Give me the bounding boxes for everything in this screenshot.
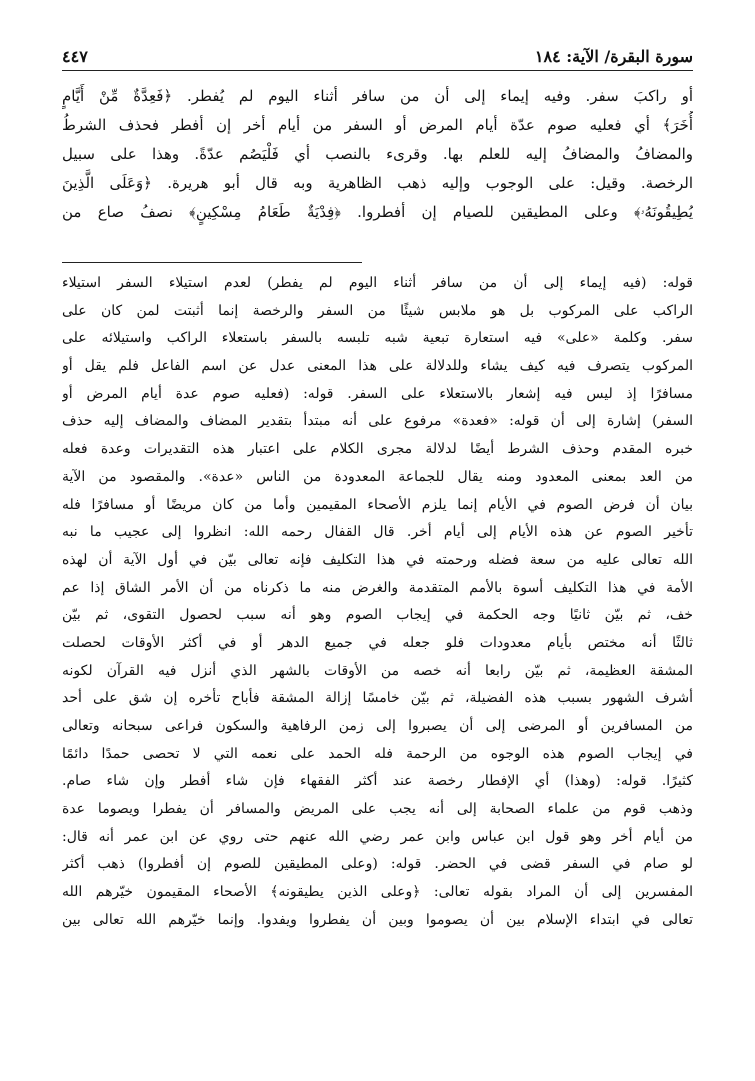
commentary-line: في إيجاب الصوم هذه الوجوه من الرحمة فله الحمد على نعمه التي لا تحصى حمدًا دائمًا (62, 745, 693, 762)
commentary-line: الله تعالى عليه من سعة فضله ورحمته في هذا التكليف فإنه تعالى بيّن في أول الآية أن لهذه (62, 551, 693, 568)
commentary-line: كثيرًا. قوله: (وهذا) أي الإفطار رخصة عند أكثر الفقهاء فإن شاء أفطر وإن شاء صام. (62, 773, 693, 790)
commentary-line: بيان أن فرض الصوم في الأيام إنما يلزم الأصحاء المقيمين وأما من كان مريضًا أو مسافرًا فله (62, 496, 693, 513)
page-number: ٤٤٧ (62, 47, 88, 66)
page-header (62, 44, 693, 71)
commentary-line: خف، ثم بيّن ثانيًا وجه الحكمة في إيجاب الصوم وهو أنه سبب لحصول التقوى، ثم بيّن (62, 607, 693, 624)
commentary-line: من العد بمعنى المعدود ومنه يقال للجماعة المعدودة من الناس «عدة». والمقصود من الآية (62, 468, 693, 485)
sura-title: سورة البقرة/ الآية: ١٨٤ (534, 47, 693, 66)
commentary-line: خبره المقدم وحذف الشرط أيضًا لدلالة مجرى الكلام على اعتبار هذه التقديرات وعدة فعله (62, 441, 693, 458)
commentary-text (62, 270, 693, 935)
commentary-line: مسافرًا إذ ليس فيه إشعار بالاستعلاء على السفر. قوله: (فعليه صوم عدة أيام المرض أو (62, 385, 693, 402)
commentary-line: السفر) إشارة إلى أن قوله: «فعدة» مرفوع على أنه مبتدأ بتقدير المضاف والمضاف إليه حذف (62, 413, 693, 430)
commentary-line: قوله: (فيه إيماء إلى أن من سافر أثناء اليوم لم يفطر) لعدم استيلاء السفر استيلاء (62, 275, 693, 291)
text-line: أُخَرَ﴾ أي فعليه صوم عدّة أيام المرض أو السفر من أيام أخر إن أفطر فحذف الشرطُ (62, 116, 693, 134)
footnote-divider (62, 262, 362, 263)
commentary-line: تأخير الصوم عن هذه الأيام إلى أيام أخر. قال القفال رحمه الله: انظروا إلى عجيب ما نبه (62, 524, 693, 541)
text-line: يُطِيقُونَهُۥ﴾ وعلى المطيقين للصيام إن أفطروا. ﴿فِدْيَةٌ طَعَامُ مِسْكِينٍ﴾ نصفُ صاع من (62, 203, 693, 221)
commentary-line: من المسافرين أو المرضى إلى أن يصبروا إلى زمن الرفاهية والسكون فراعى سبحانه وتعالى (62, 718, 693, 734)
commentary-line: الراكب على المركوب بل هو ملابس شيئًا من السفر والرخصة إنما أثبتت لمن كان على (62, 302, 693, 319)
text-line: والمضافُ والمضافُ إليه للعلم بها. وقرىء بالنصب أي فَلْيَصُم عدّةً. وهذا على سبيل (62, 145, 693, 163)
commentary-line: لو صام في السفر قضى في الحضر. قوله: (وعلى المطيقين للصوم إن أفطروا) ذهب أكثر (62, 856, 693, 873)
commentary-line: سفر. وكلمة «على» فيه استعارة تبعية شبه تلبسه بالسفر باستعلاء الراكب واستيلائه على (62, 330, 693, 347)
main-text (62, 82, 693, 227)
commentary-line: أشرف الشهور بسبب هذه الفضيلة، ثم بيّن خامسًا إزالة المشقة فأباح تأخره إن شق على أحد (62, 690, 693, 707)
commentary-line: وذهب قوم من علماء الصحابة إلى أنه يجب على المريض والمسافر أن يفطرا ويصوما عدة (62, 801, 693, 818)
commentary-line: الأمة في هذا التكليف أسوة بالأمم المتقدمة والغرض منه ما ذكرناه من أن الأمر الشاق إذا عم (62, 579, 693, 596)
commentary-line: من أيام أخر وهو قول ابن عباس وابن عمر رضي الله عنهم حتى روي عن ابن عمر أنه قال: (62, 828, 693, 845)
commentary-line: المشقة العظيمة، ثم بيّن رابعا أنه خصه من الأوقات بالشهر الذي أنزل فيه القرآن لكونه (62, 662, 693, 679)
commentary-line: المركوب يتصرف فيه كيف يشاء وللدلالة على هذا المعنى عدل عن اسم الفاعل فلم يقل أو (62, 358, 693, 375)
commentary-line: ثالثًا أنه مختص بأيام معدودات فلو جعله في جميع الدهر أو في أكثر الأوقات لحصلت (62, 634, 693, 651)
commentary-line: تعالى في ابتداء الإسلام بين أن يصوموا وبين أن يفطروا ويفدوا. وإنما خيّرهم الله تعالى بين (62, 911, 693, 928)
text-line: أو راكبَ سفر. وفيه إيماء إلى أن من سافر أثناء اليوم لم يُفطر. ﴿فَعِدَّةٌ مِّنْ أَيَّامٍ (62, 87, 693, 105)
text-line: الرخصة. وقيل: على الوجوب وإليه ذهب الظاهرية وبه قال أبو هريرة. ﴿وَعَلَى الَّذِينَ (62, 174, 693, 192)
commentary-line: المفسرين إلى أن المراد بقوله تعالى: ﴿وعلى الذين يطيقونه﴾ الأصحاء المقيمون خيّرهم الله (62, 884, 693, 901)
